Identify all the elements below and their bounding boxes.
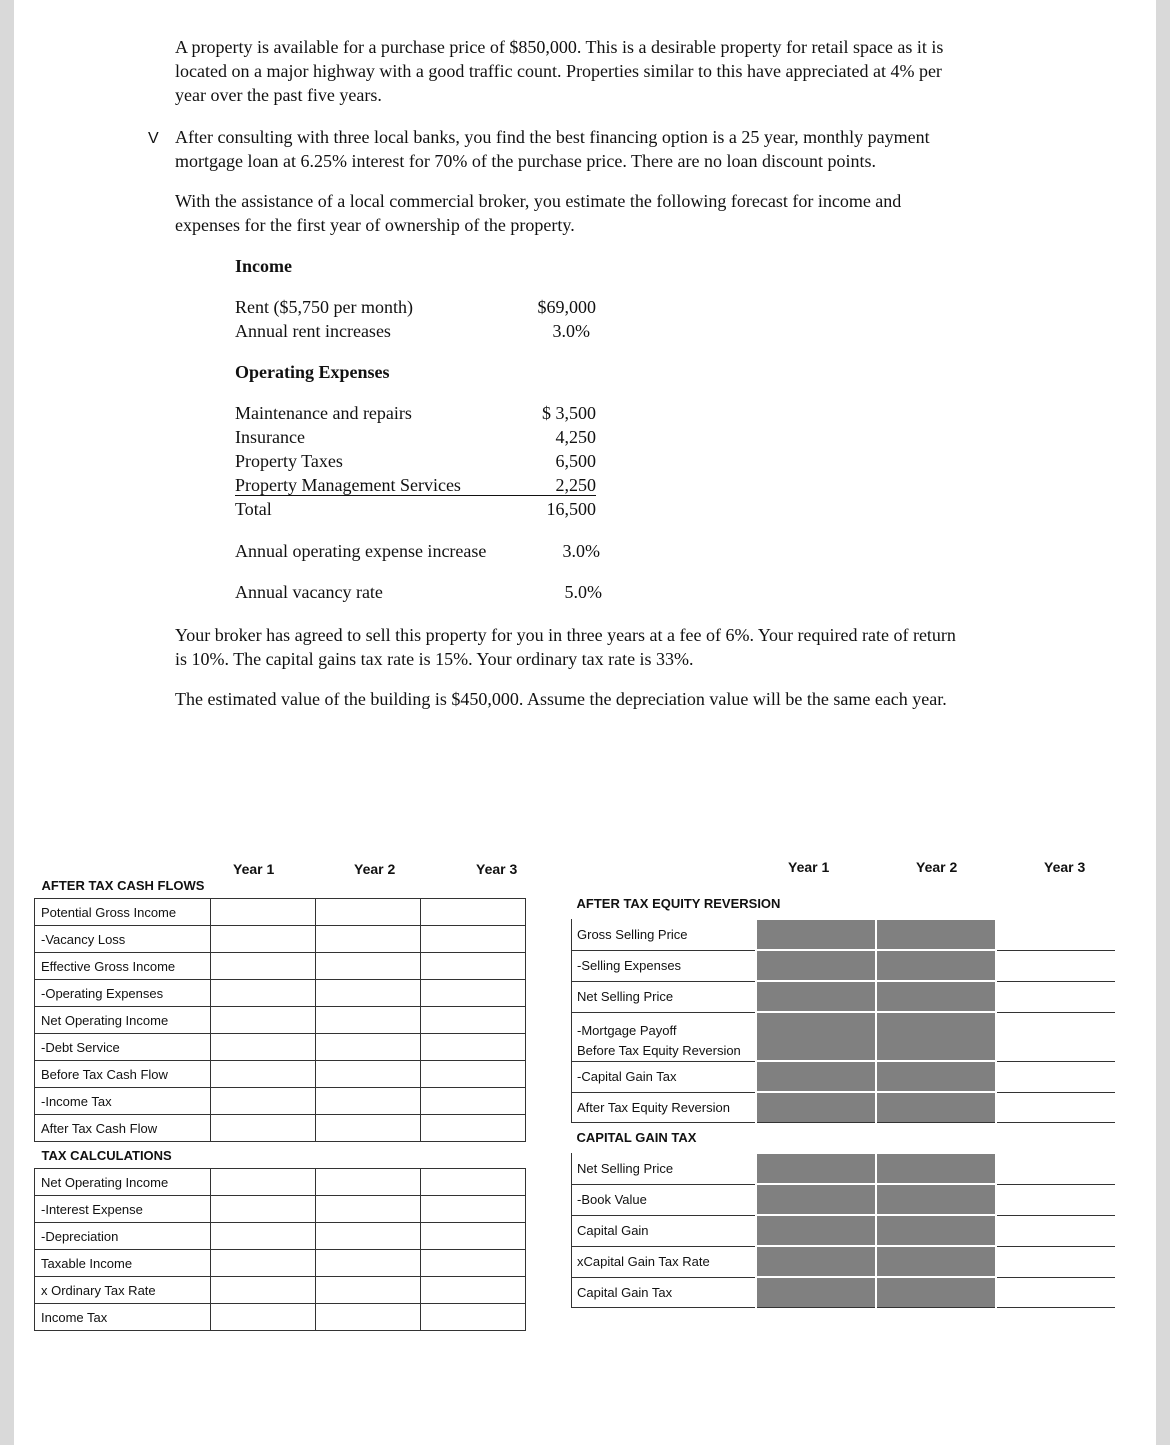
shaded-cell (876, 1153, 996, 1184)
input-cell[interactable] (211, 1250, 316, 1277)
row-label: Capital Gain Tax (572, 1277, 757, 1308)
expense-value: 6,500 (555, 451, 596, 471)
expense-label: Insurance (235, 427, 305, 447)
input-cell[interactable] (421, 1061, 526, 1088)
input-cell[interactable] (316, 1223, 421, 1250)
input-cell[interactable] (211, 1169, 316, 1196)
input-cell[interactable] (211, 899, 316, 926)
input-cell[interactable] (421, 980, 526, 1007)
year-header: Year 1 (233, 861, 275, 877)
row-label: -Interest Expense (35, 1196, 211, 1223)
row-label: Capital Gain (572, 1215, 757, 1246)
input-cell[interactable] (996, 1061, 1115, 1092)
row-label: Net Operating Income (35, 1169, 211, 1196)
rent-value: $69,000 (537, 297, 596, 317)
table-row (572, 1277, 1116, 1308)
table-row (35, 1007, 526, 1034)
input-cell[interactable] (996, 1153, 1115, 1184)
input-cell[interactable] (996, 1277, 1115, 1308)
equity-reversion-table (571, 889, 1115, 1308)
row-label: -Capital Gain Tax (572, 1061, 757, 1092)
table-row (35, 1223, 526, 1250)
input-cell[interactable] (316, 1115, 421, 1142)
table-row (35, 1250, 526, 1277)
table-row (35, 899, 526, 926)
input-cell[interactable] (996, 981, 1115, 1012)
table-row (35, 1115, 526, 1142)
vacancy-label: Annual vacancy rate (235, 582, 383, 602)
input-cell[interactable] (421, 1304, 526, 1331)
table-row (572, 1184, 1116, 1215)
table-row (35, 1196, 526, 1223)
row-label: Before Tax Cash Flow (35, 1061, 211, 1088)
table-row (35, 926, 526, 953)
row-label: -Depreciation (35, 1223, 211, 1250)
input-cell[interactable] (316, 899, 421, 926)
shaded-cell (756, 1153, 876, 1184)
rent-label: Rent ($5,750 per month) (235, 297, 413, 317)
year-header: Year 3 (1044, 859, 1086, 875)
expense-value: 4,250 (555, 427, 596, 447)
table-row (572, 1061, 1116, 1092)
shaded-cell (876, 1215, 996, 1246)
table-row (572, 1012, 1116, 1061)
input-cell[interactable] (211, 1007, 316, 1034)
input-cell[interactable] (316, 1250, 421, 1277)
input-cell[interactable] (996, 950, 1115, 981)
input-cell[interactable] (421, 1196, 526, 1223)
shaded-cell (876, 1277, 996, 1308)
operating-expenses-heading: Operating Expenses (235, 362, 390, 382)
paragraph-building-value: The estimated value of the building is $450,000. Assume the depreciation value will be the same each year. (175, 689, 947, 709)
row-label: -Mortgage Payoff (577, 1022, 677, 1038)
input-cell[interactable] (421, 1088, 526, 1115)
section-heading: CAPITAL GAIN TAX (576, 1130, 697, 1145)
input-cell[interactable] (211, 1061, 316, 1088)
input-cell[interactable] (316, 1277, 421, 1304)
input-cell[interactable] (421, 1223, 526, 1250)
row-label: After Tax Equity Reversion (572, 1092, 757, 1123)
op-increase-label: Annual operating expense increase (235, 541, 487, 561)
input-cell[interactable] (421, 899, 526, 926)
input-cell[interactable] (421, 1169, 526, 1196)
row-label: Income Tax (35, 1304, 211, 1331)
shaded-cell (876, 1184, 996, 1215)
input-cell[interactable] (316, 1088, 421, 1115)
table-row (35, 1277, 526, 1304)
input-cell[interactable] (316, 1034, 421, 1061)
row-label: -Operating Expenses (35, 980, 211, 1007)
expense-label: Property Management Services (235, 475, 465, 496)
input-cell[interactable] (421, 1115, 526, 1142)
expense-label: Property Taxes (235, 451, 343, 471)
input-cell[interactable] (316, 1304, 421, 1331)
shaded-cell (756, 950, 876, 981)
shaded-cell (756, 1184, 876, 1215)
input-cell[interactable] (996, 1246, 1115, 1277)
input-cell[interactable] (996, 1092, 1115, 1123)
row-label: -Book Value (572, 1184, 757, 1215)
section-heading: AFTER TAX CASH FLOWS (41, 877, 205, 893)
table-row (35, 1034, 526, 1061)
row-label: -Selling Expenses (572, 950, 757, 981)
vacancy-value: 5.0% (564, 582, 602, 602)
shaded-cell (876, 1012, 996, 1061)
input-cell[interactable] (316, 1061, 421, 1088)
expense-value: $ 3,500 (542, 403, 596, 423)
income-heading: Income (235, 256, 292, 276)
input-cell[interactable] (211, 1277, 316, 1304)
year-header: Year 3 (476, 861, 518, 877)
paragraph-forecast: With the assistance of a local commercial broker, you estimate the following forecast for income and expenses for the first year of ownership of the property. (175, 191, 902, 235)
input-cell[interactable] (211, 1223, 316, 1250)
row-label: -Vacancy Loss (35, 926, 211, 953)
paragraph-property: A property is available for a purchase price of $850,000. This is a desirable property for retail space as it is located on a major highway with a good traffic count. Properties similar to this have appreciated at 4% per year over the past five years. (175, 37, 944, 105)
year-header: Year 1 (788, 859, 830, 875)
table-row (572, 981, 1116, 1012)
input-cell[interactable] (421, 926, 526, 953)
document-page (14, 0, 1156, 1445)
margin-marker: V (148, 130, 159, 147)
row-label: Taxable Income (35, 1250, 211, 1277)
shaded-cell (876, 919, 996, 950)
shaded-cell (756, 981, 876, 1012)
table-row (35, 1304, 526, 1331)
input-cell[interactable] (316, 1169, 421, 1196)
row-label: -Income Tax (35, 1088, 211, 1115)
shaded-cell (876, 950, 996, 981)
shaded-cell (876, 1092, 996, 1123)
row-label: Gross Selling Price (572, 919, 757, 950)
section-heading: AFTER TAX EQUITY REVERSION (576, 896, 781, 911)
row-label: Net Operating Income (35, 1007, 211, 1034)
input-cell[interactable] (421, 1277, 526, 1304)
input-cell[interactable] (421, 1250, 526, 1277)
rent-increase-value: 3.0% (552, 321, 590, 341)
input-cell[interactable] (421, 953, 526, 980)
op-increase-value: 3.0% (562, 541, 600, 561)
row-label: Potential Gross Income (35, 899, 211, 926)
input-cell[interactable] (316, 953, 421, 980)
table-row (572, 1153, 1116, 1184)
rent-increase-label: Annual rent increases (235, 321, 391, 341)
input-cell[interactable] (211, 926, 316, 953)
input-cell[interactable] (211, 1088, 316, 1115)
input-cell[interactable] (211, 1304, 316, 1331)
shaded-cell (756, 1092, 876, 1123)
year-header: Year 2 (354, 861, 396, 877)
row-label: Net Selling Price (572, 1153, 757, 1184)
input-cell[interactable] (996, 1215, 1115, 1246)
shaded-cell (756, 1012, 876, 1061)
table-row (35, 980, 526, 1007)
table-row (35, 1169, 526, 1196)
row-label: -Debt Service (35, 1034, 211, 1061)
shaded-cell (756, 1246, 876, 1277)
expense-value: 2,250 (555, 475, 596, 495)
table-row (572, 919, 1116, 950)
input-cell[interactable] (421, 1034, 526, 1061)
year-header: Year 2 (916, 859, 958, 875)
shaded-cell (756, 1215, 876, 1246)
input-cell[interactable] (211, 1115, 316, 1142)
table-row (572, 1246, 1116, 1277)
shaded-cell (756, 1277, 876, 1308)
expense-label: Maintenance and repairs (235, 403, 412, 423)
input-cell[interactable] (211, 980, 316, 1007)
table-row (572, 1092, 1116, 1123)
shaded-cell (876, 1061, 996, 1092)
paragraph-broker: Your broker has agreed to sell this property for you in three years at a fee of 6%. Your required rate of return is 10%. The capital gains tax rate is 15%. Your ordinary tax rate is 33%. (175, 625, 956, 669)
row-label: Before Tax Equity Reversion (577, 1042, 741, 1058)
input-cell[interactable] (211, 1034, 316, 1061)
row-label: Effective Gross Income (35, 953, 211, 980)
input-cell[interactable] (421, 1007, 526, 1034)
table-row (572, 950, 1116, 981)
row-label: Net Selling Price (572, 981, 757, 1012)
paragraph-financing: After consulting with three local banks, you find the best financing option is a 25 year, monthly payment mortgage loan at 6.25% interest for 70% of the purchase price. There are no loan discount points. (175, 127, 930, 171)
input-cell[interactable] (996, 919, 1115, 950)
input-cell[interactable] (211, 1196, 316, 1223)
shaded-cell (876, 1246, 996, 1277)
input-cell[interactable] (996, 1012, 1115, 1061)
cash-flow-table (34, 872, 526, 1331)
row-label: xCapital Gain Tax Rate (572, 1246, 757, 1277)
input-cell[interactable] (316, 980, 421, 1007)
input-cell[interactable] (996, 1184, 1115, 1215)
expense-total-value: 16,500 (546, 499, 596, 519)
table-row (35, 953, 526, 980)
shaded-cell (756, 1061, 876, 1092)
expense-total-label: Total (235, 499, 272, 519)
shaded-cell (876, 981, 996, 1012)
input-cell[interactable] (316, 926, 421, 953)
input-cell[interactable] (316, 1196, 421, 1223)
input-cell[interactable] (211, 953, 316, 980)
row-label: After Tax Cash Flow (35, 1115, 211, 1142)
section-heading: TAX CALCULATIONS (41, 1147, 172, 1163)
table-row (572, 1215, 1116, 1246)
table-row (35, 1061, 526, 1088)
input-cell[interactable] (316, 1007, 421, 1034)
shaded-cell (756, 919, 876, 950)
row-label: x Ordinary Tax Rate (35, 1277, 211, 1304)
table-row (35, 1088, 526, 1115)
